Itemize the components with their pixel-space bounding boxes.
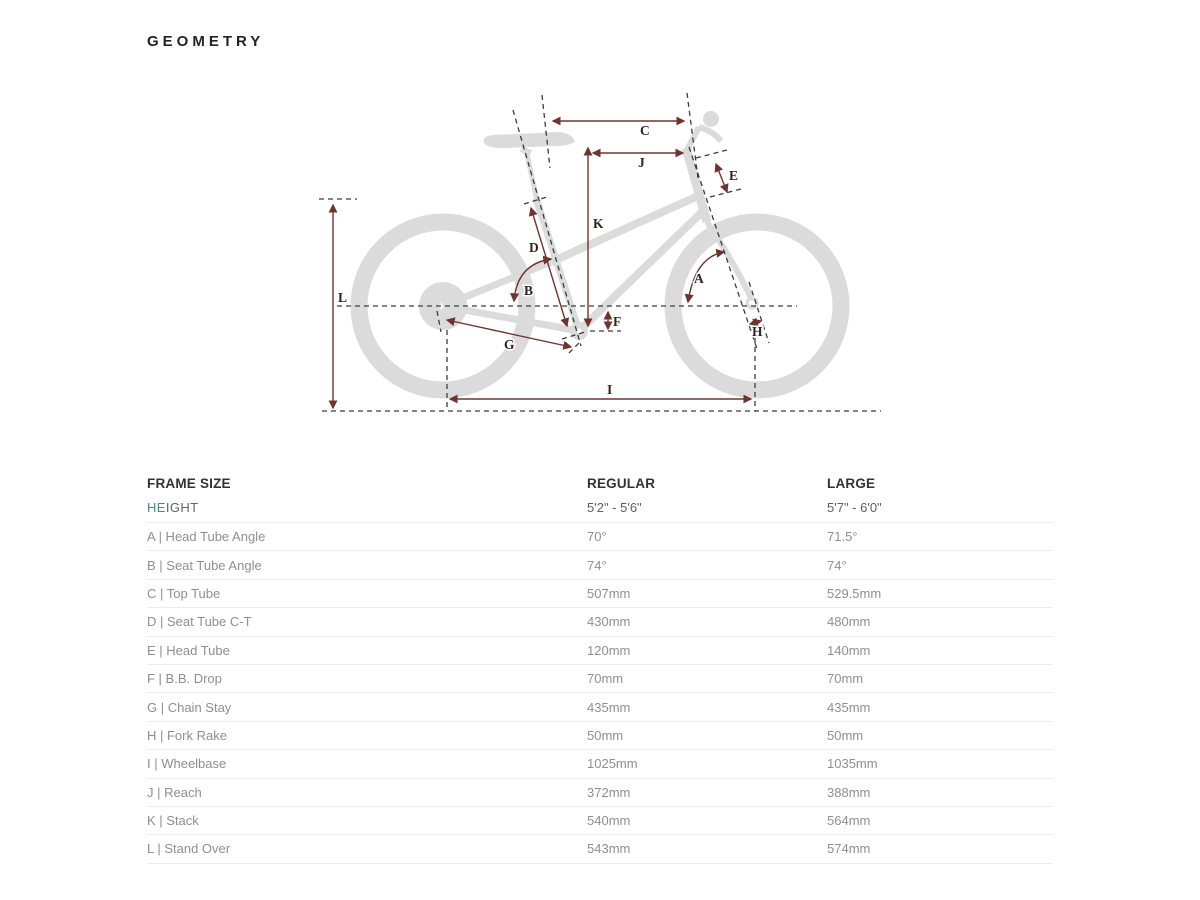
table-row [147,607,1053,635]
measure-E [716,164,727,192]
reference-lines [319,93,881,411]
top-tube [551,196,698,262]
head-tube-top-tick [696,150,727,158]
seat-axis-upper [542,95,550,168]
row-label: D | Seat Tube C-T [147,614,252,630]
row-label: L | Stand Over [147,841,231,857]
table-row [147,522,1053,550]
table-header-row [147,470,1053,497]
row-regular-value: 70° [587,529,607,545]
row-regular-value: 74° [587,557,607,573]
label-B: B [524,283,534,298]
table-row [147,636,1053,664]
height-regular-value: 5'2" - 5'6" [587,500,642,515]
row-label: J | Reach [147,784,202,800]
row-regular-value: 430mm [587,614,631,630]
row-large-value: 140mm [827,642,871,658]
table-row [147,834,1053,863]
row-large-value: 435mm [827,699,871,715]
table-row [147,721,1053,749]
row-label: F | B.B. Drop [147,671,222,687]
saddle-clamp [521,149,531,153]
table-row [147,806,1053,834]
row-large-value: 529.5mm [827,585,882,601]
label-J: J [638,155,645,170]
head-tube-bottom-tick [710,189,741,197]
label-L: L [338,290,348,305]
label-A: A [694,271,704,286]
head-tube [686,148,707,222]
page-title: GEOMETRY [147,33,265,50]
row-large-value: 1035mm [827,756,878,772]
row-label: I | Wheelbase [147,756,227,772]
height-large-value: 5'7" - 6'0" [827,500,882,515]
row-regular-value: 372mm [587,784,631,800]
label-I: I [607,382,613,397]
handlebar-grip [703,111,719,127]
row-regular-value: 50mm [587,727,624,743]
row-large-value: 480mm [827,614,871,630]
height-label-secondary: IGHT [165,500,199,515]
row-regular-value: 120mm [587,642,631,658]
label-D: D [529,240,539,255]
geometry-table [147,470,1053,864]
label-G: G [504,337,515,352]
column-header-frame-size: FRAME SIZE [147,476,231,491]
label-H: H [752,324,763,339]
height-row [147,497,1053,518]
table-row [147,579,1053,607]
row-regular-value: 540mm [587,813,631,829]
label-C: C [640,123,650,138]
label-K: K [593,216,604,231]
row-label: B | Seat Tube Angle [147,557,262,573]
label-F: F [613,314,622,329]
row-large-value: 74° [827,557,847,573]
row-large-value: 70mm [827,671,864,687]
row-regular-value: 507mm [587,585,631,601]
height-label-primary: HE [147,500,166,515]
column-header-regular: REGULAR [587,476,656,491]
handlebar [699,127,721,141]
height-label [147,500,587,515]
label-E: E [729,168,739,183]
table-row [147,664,1053,692]
row-label: G | Chain Stay [147,699,232,715]
saddle [484,132,575,148]
bike-geometry-diagram [300,85,900,420]
column-header-large: LARGE [827,476,876,491]
row-label: A | Head Tube Angle [147,529,266,545]
table-row [147,550,1053,578]
table-row [147,778,1053,806]
row-large-value: 50mm [827,727,864,743]
row-label: E | Head Tube [147,642,230,658]
geometry-rows [147,522,1053,864]
row-regular-value: 1025mm [587,756,638,772]
row-regular-value: 435mm [587,699,631,715]
row-regular-value: 70mm [587,671,624,687]
table-row [147,692,1053,720]
table-row [147,749,1053,777]
row-large-value: 574mm [827,841,871,857]
row-regular-value: 543mm [587,841,631,857]
row-large-value: 564mm [827,813,871,829]
row-label: K | Stack [147,813,199,829]
row-large-value: 71.5° [827,529,858,545]
row-large-value: 388mm [827,784,871,800]
row-label: C | Top Tube [147,585,221,601]
row-label: H | Fork Rake [147,727,227,743]
